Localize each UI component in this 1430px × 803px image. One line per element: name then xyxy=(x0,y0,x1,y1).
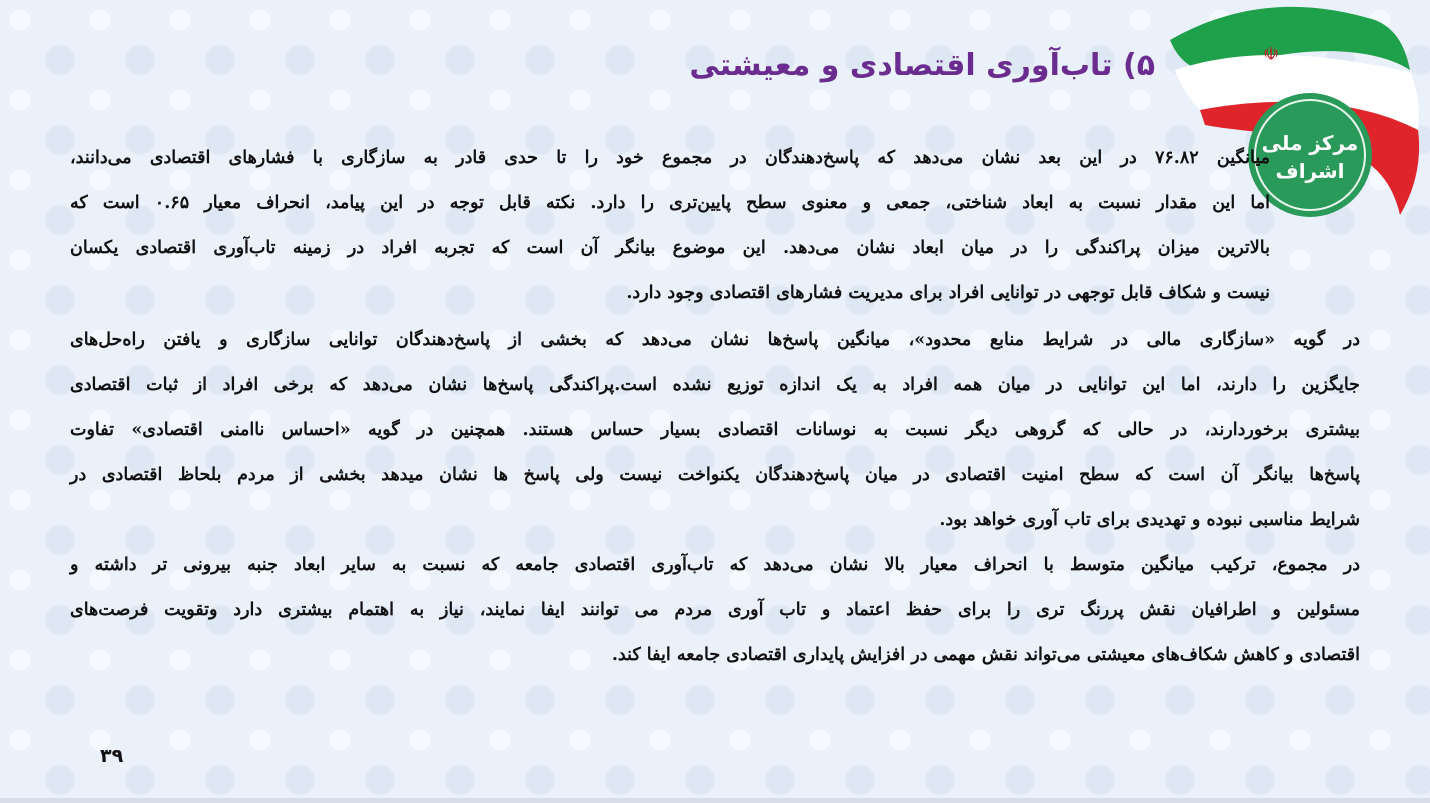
bottom-border xyxy=(0,798,1430,803)
svg-text:اشراف: اشراف xyxy=(1275,159,1345,183)
paragraph-1 xyxy=(70,140,1270,320)
document-body xyxy=(70,140,1360,682)
text-line: مسئولین و اطرافیان نقش پررنگ تری را برای حفظ اعتماد و تاب آوری مردم می توانند ایفا نمایند، نیاز به اهتمام بیشتری دارد وتقویت فرصت‌های xyxy=(70,600,1360,620)
paragraph-2 xyxy=(70,322,1360,547)
text-line: اقتصادی و کاهش شکاف‌های معیشتی می‌تواند نقش مهمی در افزایش پایداری اقتصادی جامعه ایفا کند. xyxy=(611,645,1360,665)
text-line: اما این مقدار نسبت به ابعاد شناختی، جمعی و معنوی سطح پایین‌تری را دارد. نکته قابل توجه در این پیامد، انحراف معیار ۰.۶۵ است که xyxy=(70,193,1271,213)
paragraph-3 xyxy=(70,547,1360,682)
page-number: ۳۹ xyxy=(100,745,124,767)
text-line: بیشتری برخوردارند، در حالی که گروهی دیگر نسبت به نوسانات اقتصادی بسیار حساس هستند. همچنین در گویه «احساس ناامنی اقتصادی» تفاوت xyxy=(70,420,1360,440)
section-title: ۵) تاب‌آوری اقتصادی و معیشتی xyxy=(689,48,1155,83)
text-line: در مجموع، ترکیب میانگین متوسط با انحراف معیار بالا نشان می‌دهد که تاب‌آوری اقتصادی جامعه که نسبت به سایر ابعاد جنبه بیرونی تر داشته و xyxy=(70,555,1360,575)
text-line: در گویه «سازگاری مالی در شرایط منابع محدود»، میانگین پاسخ‌ها نشان می‌دهد که بخشی از پاسخ‌دهندگان توانایی سازگاری و یافتن راه‌حل‌های xyxy=(70,330,1360,350)
text-line: شرایط مناسبی نبوده و تهدیدی برای تاب آوری خواهد بود. xyxy=(939,510,1360,530)
text-line: میانگین ۷۶.۸۲ در این بعد نشان می‌دهد که پاسخ‌دهندگان در مجموع خود را تا حدی قادر به سازگاری با فشارهای اقتصادی می‌دانند، xyxy=(70,148,1270,168)
text-line: بالاترین میزان پراکندگی را در میان ابعاد نشان می‌دهد. این موضوع بیانگر آن است که تجربه افراد در زمینه تاب‌آوری اقتصادی یکسان xyxy=(70,238,1270,258)
text-line: پاسخ‌ها بیانگر آن است که سطح امنیت اقتصادی در میان پاسخ‌دهندگان یکنواخت نیست ولی پاسخ ها نشان میدهد بخشی از مردم بلحاظ اقتصادی در xyxy=(70,465,1360,485)
svg-text:☫: ☫ xyxy=(1263,44,1280,65)
text-line: جایگزین را دارند، اما این توانایی در میان همه افراد به یک اندازه توزیع نشده است.پراکندگی پاسخ‌ها نشان می‌دهد که برخی افراد از ثبات اقتصادی xyxy=(70,375,1360,395)
text-line: نیست و شکاف قابل توجهی در توانایی افراد برای مدیریت فشارهای اقتصادی وجود دارد. xyxy=(626,283,1270,303)
svg-text:مرکز ملی: مرکز ملی xyxy=(1261,131,1359,155)
